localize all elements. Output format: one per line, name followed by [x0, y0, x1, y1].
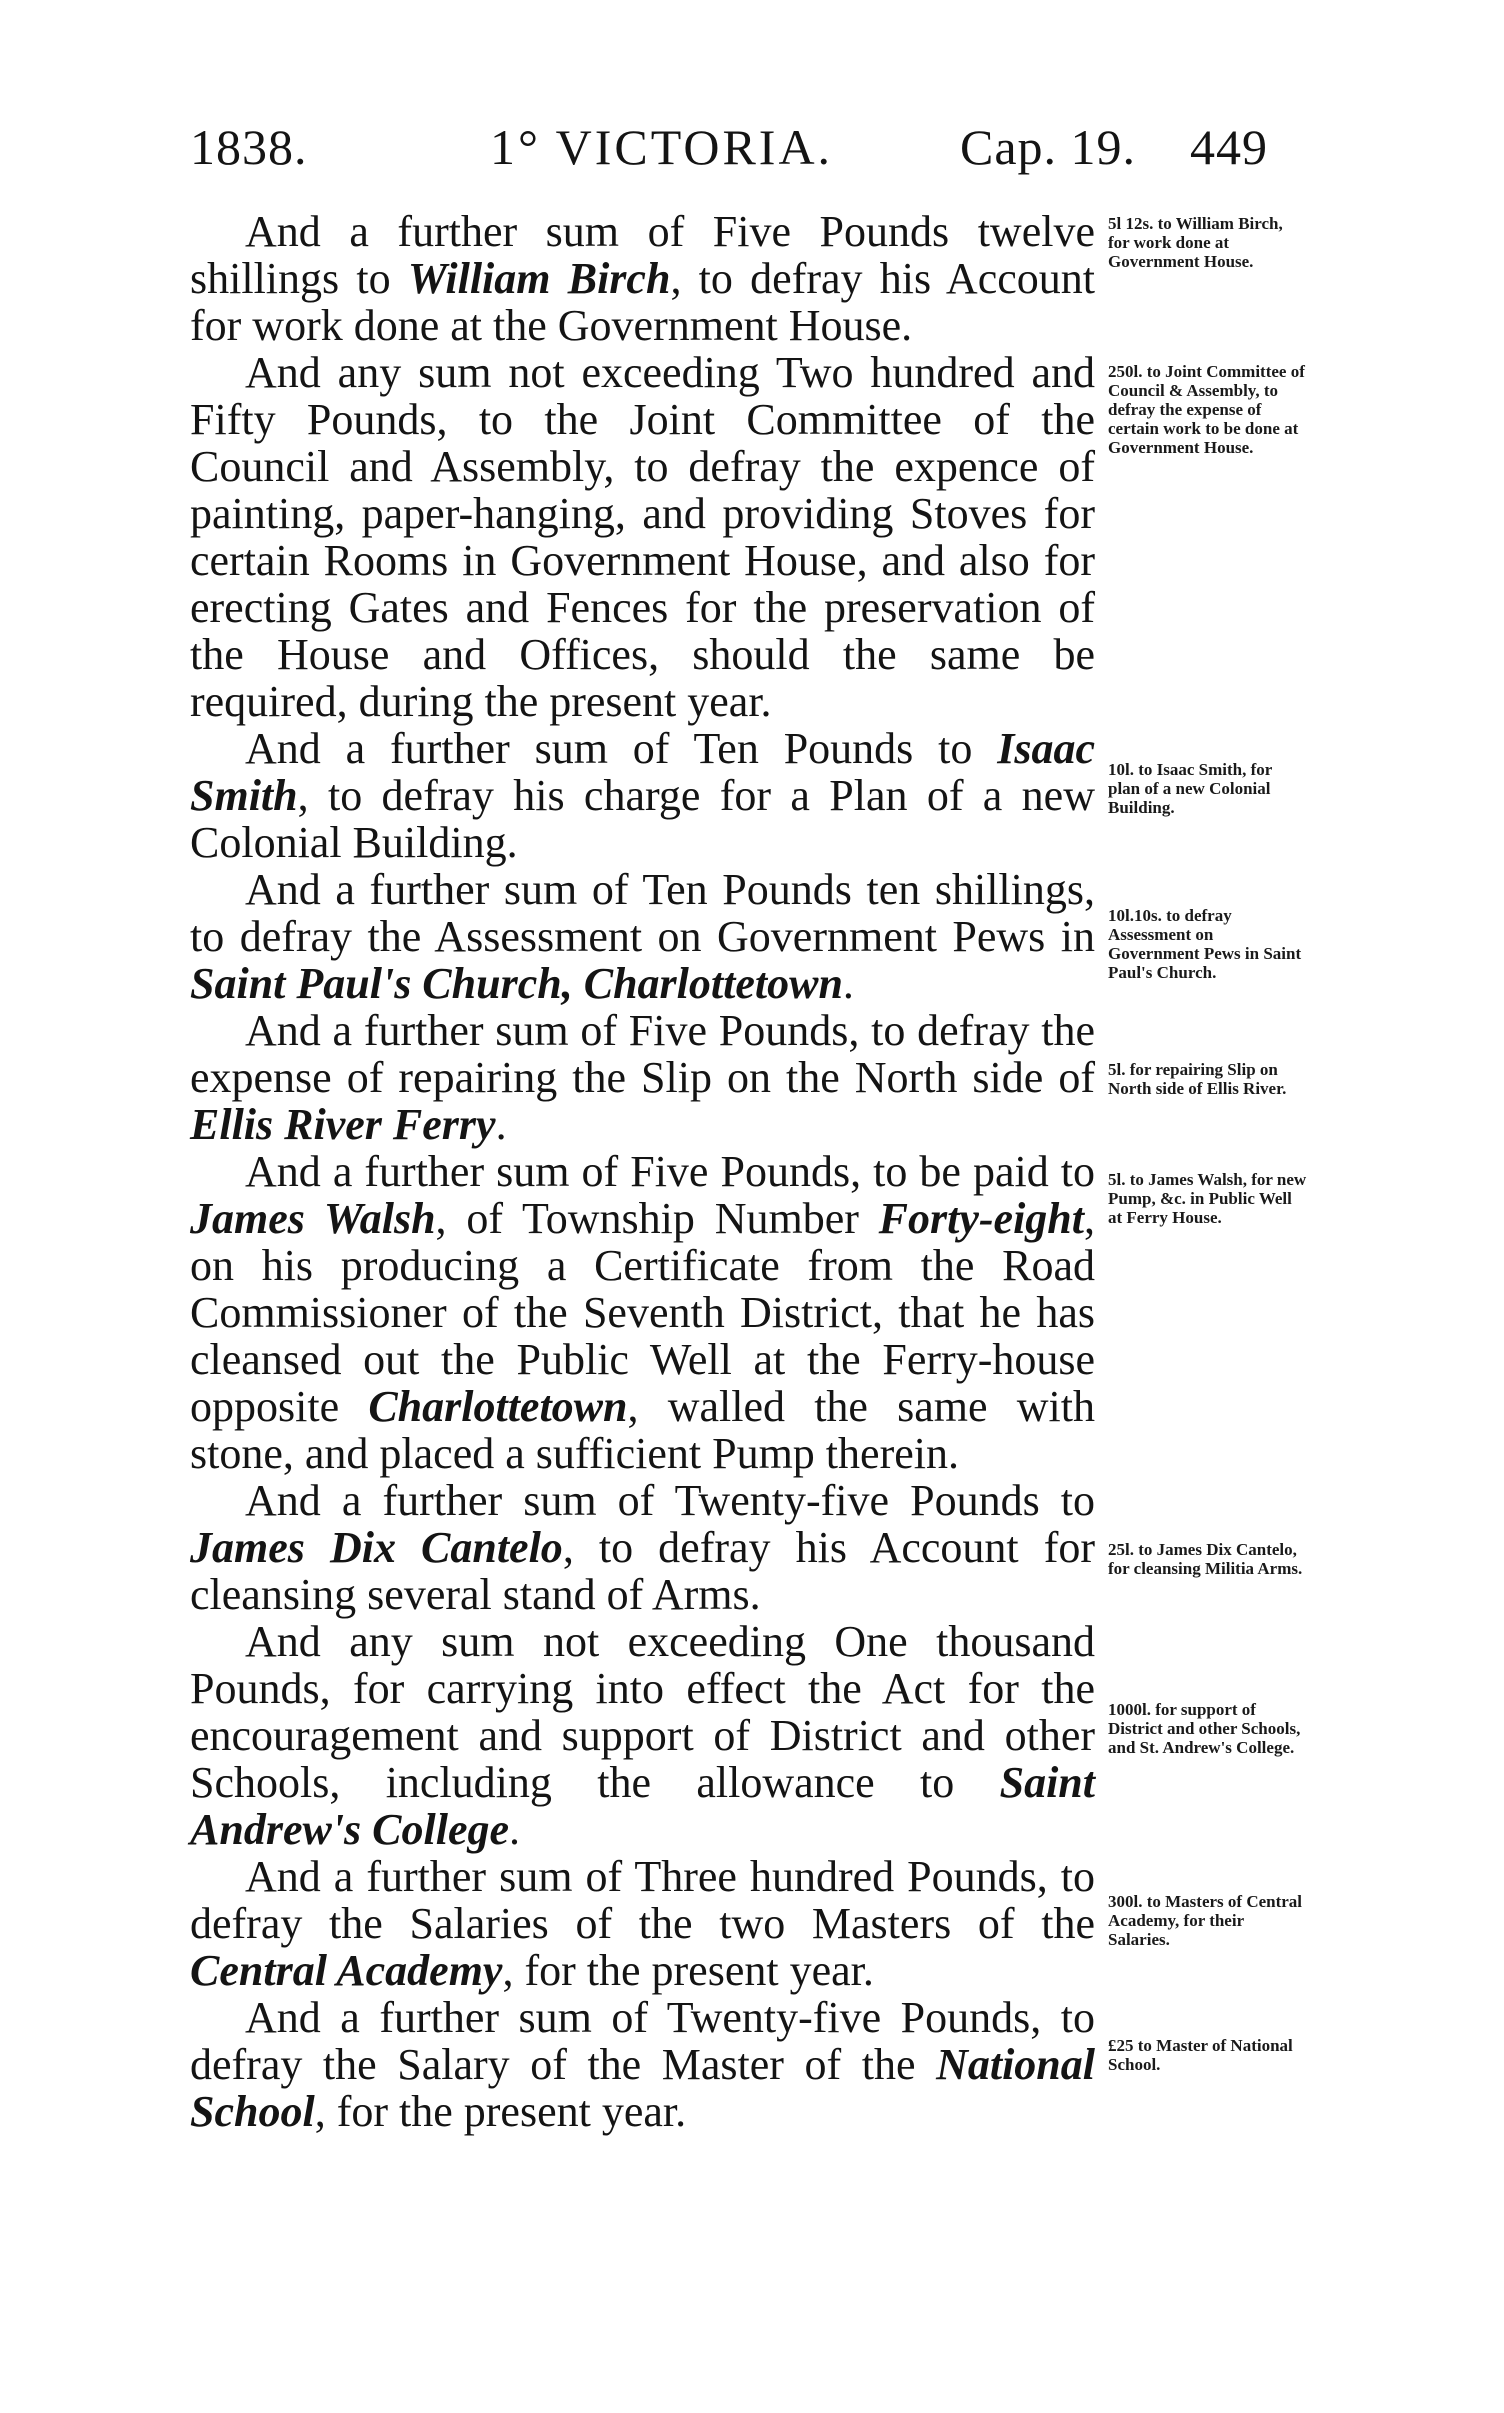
margin-note-james-walsh: 5l. to James Walsh, for new Pump, &c. in Public Well at Ferry House.	[1108, 1170, 1307, 1227]
margin-note-schools: 1000l. for support of District and other Schools, and St. Andrew's College.	[1108, 1700, 1301, 1757]
header-chapter: Cap. 19.	[960, 119, 1137, 175]
place-name: Charlottetown	[368, 1382, 628, 1431]
paragraph-text: , for the present year.	[502, 1946, 874, 1995]
paragraph-text: , on his producing a Certificate from the Road Commissioner of the Seventh District, that he has cleansed out the Public Well at the Ferry-house opposite	[190, 1194, 1095, 1431]
page-number: 449	[1190, 119, 1268, 175]
place-name: Saint Andrew's College	[190, 1758, 1095, 1854]
paragraph-james-walsh	[190, 1148, 1095, 1477]
place-name: Forty-eight	[878, 1194, 1084, 1243]
person-name: James Walsh	[190, 1194, 436, 1243]
paragraph-text: And a further sum of Five Pounds twelve shillings to	[190, 207, 1095, 303]
margin-note-national-school: £25 to Master of National School.	[1108, 2036, 1293, 2074]
paragraph-text: And a further sum of Three hundred Pounds, to defray the Salaries of the two Masters of the	[190, 1852, 1095, 1948]
margin-note-birch: 5l 12s. to William Birch, for work done at Government House.	[1108, 214, 1283, 271]
paragraph-saint-pauls	[190, 866, 1095, 1007]
paragraph-text: .	[842, 959, 854, 1008]
paragraph-district-schools	[190, 1618, 1095, 1853]
paragraph-text: , of Township Number	[435, 1194, 879, 1243]
margin-note-cantelo: 25l. to James Dix Cantelo, for cleansing Militia Arms.	[1108, 1540, 1303, 1578]
person-name: William Birch	[407, 254, 671, 303]
person-name: Isaac Smith	[190, 724, 1095, 820]
paragraph-national-school	[190, 1994, 1095, 2135]
margin-note-central-academy: 300l. to Masters of Central Academy, for their Salaries.	[1108, 1892, 1303, 1949]
place-name: National School	[190, 2040, 1095, 2136]
paragraph-joint-committee	[190, 349, 1095, 725]
paragraph-text: And any sum not exceeding One thousand Pounds, for carrying into effect the Act for the encouragement and support of District and other Schools, including the allowance to	[190, 1617, 1095, 1807]
margin-note-joint-committee: 250l. to Joint Committee of Council & Assembly, to defray the expense of certain work to be done at Government House.	[1108, 362, 1305, 457]
margin-note-isaac-smith: 10l. to Isaac Smith, for plan of a new Colonial Building.	[1108, 760, 1273, 817]
paragraph-william-birch	[190, 208, 1095, 349]
person-name: James Dix Cantelo	[190, 1523, 563, 1572]
paragraph-text: And a further sum of Ten Pounds ten shillings, to defray the Assessment on Government Pews in	[190, 865, 1095, 961]
place-name: Central Academy	[190, 1946, 503, 1995]
paragraph-text: And any sum not exceeding Two hundred and Fifty Pounds, to the Joint Committee of the Council and Assembly, to defray the expence of painting, paper-hanging, and providing Stoves for certain Rooms in Government House, and also for erecting Gates and Fences for the preservation of the House and Offices, should the same be required, during the present year.	[190, 348, 1095, 726]
paragraph-james-dix-cantelo	[190, 1477, 1095, 1618]
paragraph-ellis-river	[190, 1007, 1095, 1148]
paragraph-text: , walled the same with stone, and placed a sufficient Pump therein.	[190, 1382, 1095, 1478]
margin-note-ellis-river: 5l. for repairing Slip on North side of Ellis River.	[1108, 1060, 1287, 1098]
place-name: Saint Paul's Church, Charlottetown	[190, 959, 843, 1008]
paragraph-text: , to defray his Account for work done at the Government House.	[190, 254, 1095, 350]
paragraph-central-academy	[190, 1853, 1095, 1994]
paragraph-text: And a further sum of Five Pounds, to be paid to	[245, 1147, 1095, 1196]
margin-note-saint-pauls: 10l.10s. to defray Assessment on Government Pews in Saint Paul's Church.	[1108, 906, 1302, 982]
paragraph-text: And a further sum of Twenty-five Pounds to	[245, 1476, 1095, 1525]
paragraph-text: , to defray his charge for a Plan of a new Colonial Building.	[190, 771, 1095, 867]
paragraph-text: And a further sum of Twenty-five Pounds, to defray the Salary of the Master of the	[190, 1993, 1095, 2089]
paragraph-isaac-smith	[190, 725, 1095, 866]
paragraph-text: , to defray his Account for cleansing several stand of Arms.	[190, 1523, 1095, 1619]
running-header	[190, 118, 1305, 188]
paragraph-text: .	[509, 1805, 521, 1854]
paragraph-text: , for the present year.	[314, 2087, 687, 2136]
header-reign: 1° VICTORIA.	[490, 119, 834, 175]
paragraph-text: And a further sum of Ten Pounds to	[245, 724, 998, 773]
header-year: 1838.	[190, 119, 308, 175]
place-name: Ellis River Ferry	[190, 1100, 496, 1149]
paragraph-text: And a further sum of Five Pounds, to defray the expense of repairing the Slip on the North side of	[190, 1006, 1095, 1102]
body-text	[190, 208, 1095, 2135]
paragraph-text: .	[495, 1100, 507, 1149]
